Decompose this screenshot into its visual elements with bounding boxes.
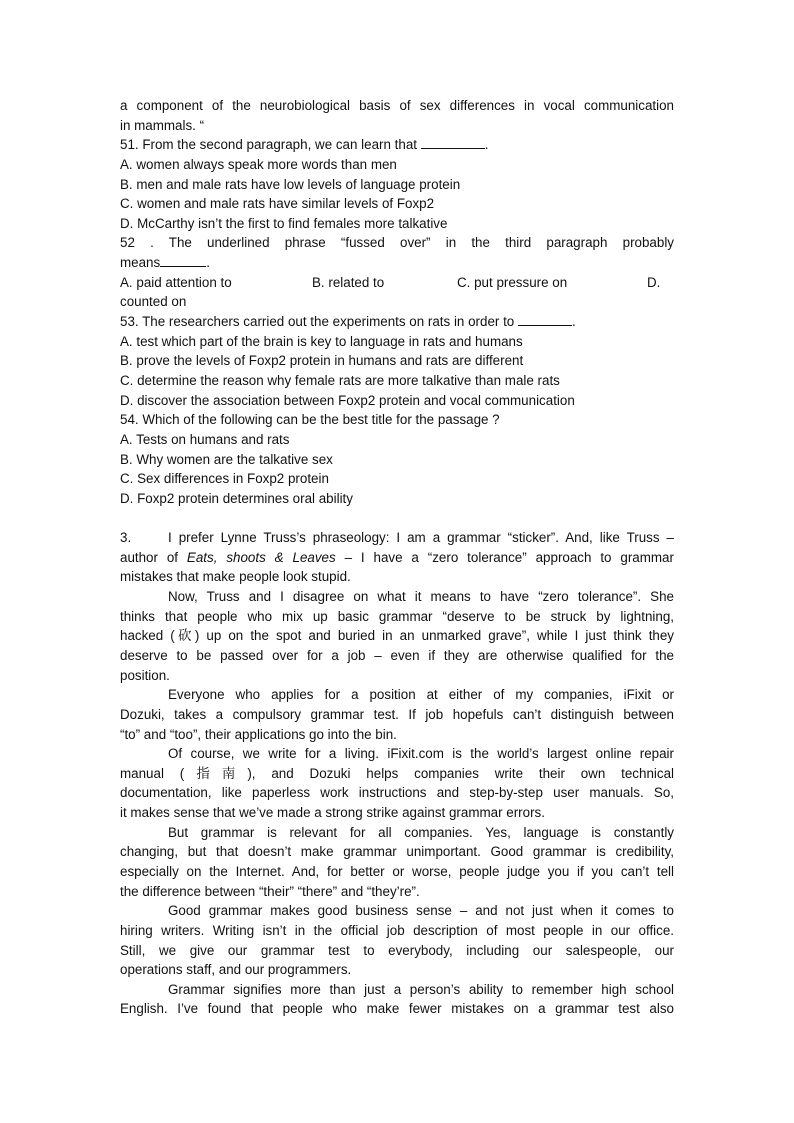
question-52-option-c: C. put pressure on	[457, 274, 568, 290]
answer-blank	[421, 136, 485, 149]
paragraph-line: Of course, we write for a living. iFixit.com is the world’s largest online repair	[168, 746, 674, 762]
question-52-stem-cont: means .	[120, 255, 210, 271]
paragraph-line: position.	[120, 667, 170, 683]
answer-blank	[518, 313, 572, 326]
passage-number: 3.	[120, 530, 132, 546]
question-52-option-a: A. paid attention to	[120, 274, 232, 290]
paragraph-line: Everyone who applies for a position at either of my companies, iFixit or	[168, 687, 674, 703]
paragraph-line: documentation, like paperless work instructions and step-by-step user manuals. So,	[120, 785, 674, 801]
book-title: Eats, shoots & Leaves	[186, 549, 336, 565]
question-53-option-b: B. prove the levels of Foxp2 protein in humans and rats are different	[120, 353, 524, 369]
question-53-option-a: A. test which part of the brain is key to language in rats and humans	[120, 333, 523, 349]
passage-text-line: a component of the neurobiological basis of sex differences in vocal communication	[120, 98, 674, 113]
paragraph-line: it makes sense that we’ve made a strong strike against grammar errors.	[120, 805, 545, 821]
paragraph-line: English. I’ve found that people who make fewer mistakes on a grammar test also	[120, 1001, 674, 1017]
passage-3-line: mistakes that make people look stupid.	[120, 569, 351, 585]
paragraph-line: Good grammar makes good business sense – and not just when it comes to	[168, 903, 674, 919]
question-52-option-d-cont: counted on	[120, 294, 187, 310]
question-51-option-d: D. McCarthy isn’t the first to find females more talkative	[120, 215, 448, 231]
question-53-option-c: C. determine the reason why female rats are more talkative than male rats	[120, 372, 560, 388]
paragraph-line: “to” and “too”, their applications go into the bin.	[120, 726, 397, 742]
paragraph-line: especially on the Internet. And, for better or worse, people judge you if you can’t tell	[120, 863, 674, 879]
question-51-option-a: A. women always speak more words than men	[120, 156, 397, 172]
question-52-options	[120, 273, 674, 293]
question-53-option-d: D. discover the association between Foxp2 protein and vocal communication	[120, 392, 575, 408]
paragraph-line: deserve to be passed over for a job – even if they are otherwise qualified for the	[120, 647, 674, 663]
question-51-stem: 51. From the second paragraph, we can learn that .	[120, 137, 489, 153]
question-53-stem: 53. The researchers carried out the experiments on rats in order to .	[120, 314, 576, 330]
paragraph-line: Still, we give our grammar test to everybody, including our salespeople, our	[120, 942, 674, 958]
passage-3-line: 3. I prefer Lynne Truss’s phraseology: I am a grammar “sticker”. And, like Truss –	[120, 528, 674, 548]
document-page	[120, 96, 674, 1019]
paragraph-line: changing, but that doesn’t make grammar unimportant. Good grammar is credibility,	[120, 844, 674, 860]
question-51-option-b: B. men and male rats have low levels of language protein	[120, 176, 461, 192]
paragraph-line: Now, Truss and I disagree on what it means to have “zero tolerance”. She	[168, 589, 674, 605]
answer-blank	[160, 254, 206, 267]
paragraph-line: But grammar is relevant for all companies. Yes, language is constantly	[168, 824, 674, 840]
question-54-option-d: D. Foxp2 protein determines oral ability	[120, 490, 353, 506]
question-54-stem: 54. Which of the following can be the best title for the passage ?	[120, 412, 500, 428]
question-52-option-d: D.	[647, 274, 661, 290]
question-54-option-a: A. Tests on humans and rats	[120, 431, 290, 447]
paragraph-line: manual (指南), and Dozuki helps companies write their own technical	[120, 765, 674, 781]
paragraph-line: Grammar signifies more than just a person’s ability to remember high school	[168, 981, 674, 997]
question-51-option-c: C. women and male rats have similar levels of Foxp2	[120, 196, 435, 212]
passage-3-line: author of Eats, shoots & Leaves – I have a “zero tolerance” approach to grammar	[120, 549, 674, 565]
question-54-option-c: C. Sex differences in Foxp2 protein	[120, 471, 329, 487]
section-gap	[120, 508, 674, 528]
question-54-option-b: B. Why women are the talkative sex	[120, 451, 333, 467]
paragraph-line: hiring writers. Writing isn’t in the official job description of most people in our office.	[120, 922, 674, 938]
paragraph-line: thinks that people who mix up basic grammar “deserve to be struck by lightning,	[120, 608, 674, 624]
paragraph-line: hacked (砍) up on the spot and buried in an unmarked grave”, while I just think they	[120, 628, 674, 644]
passage-text-line: in mammals. “	[120, 117, 205, 133]
question-52-stem: 52 . The underlined phrase “fussed over” in the third paragraph probably	[120, 235, 674, 251]
paragraph-line: the difference between “their” “there” and “they’re”.	[120, 883, 420, 899]
paragraph-line: operations staff, and our programmers.	[120, 962, 352, 978]
paragraph-line: Dozuki, takes a compulsory grammar test. If job hopefuls can’t distinguish between	[120, 706, 674, 722]
question-52-option-b: B. related to	[312, 274, 385, 290]
